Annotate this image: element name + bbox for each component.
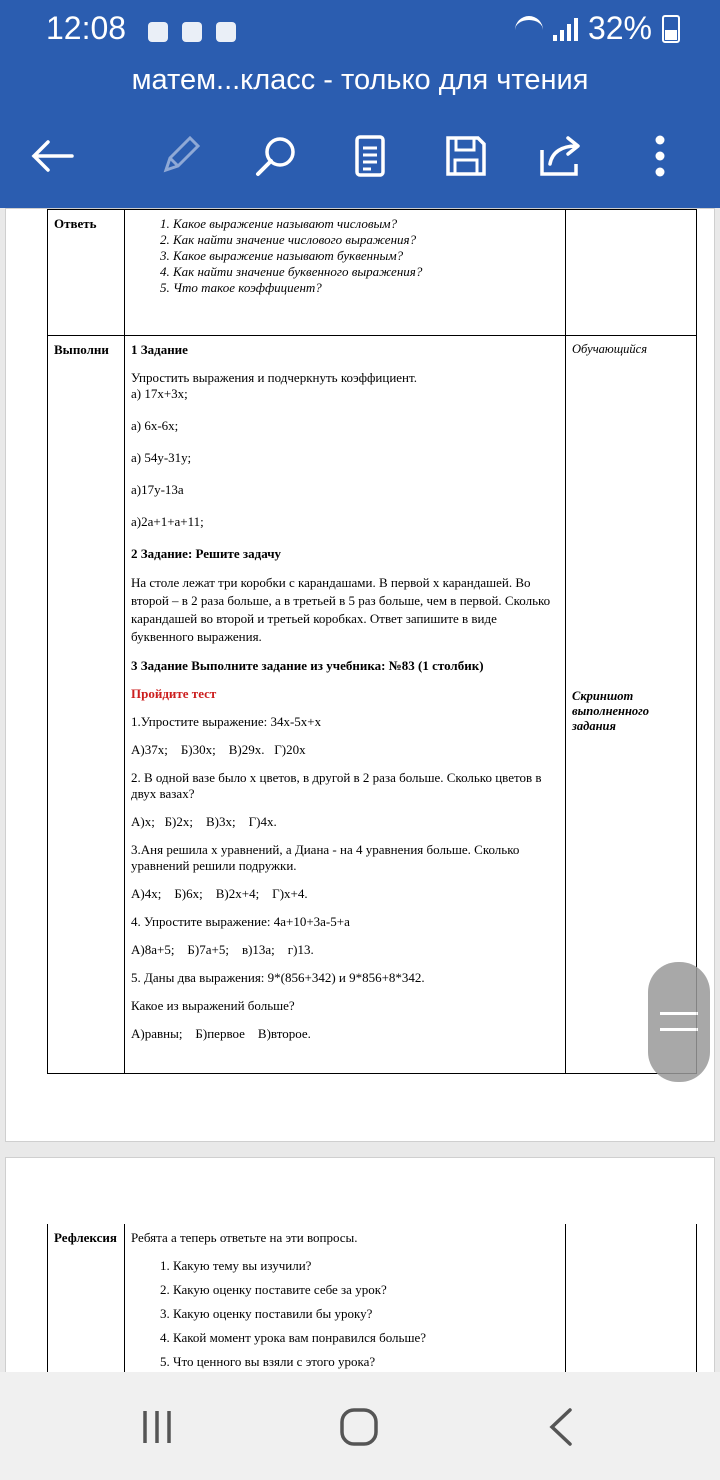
status-time: 12:08 bbox=[46, 10, 127, 46]
wifi-icon bbox=[515, 16, 543, 42]
calendar-icon bbox=[216, 22, 236, 42]
test-line: А)8а+5; Б)7а+5; в)13а; г)13. bbox=[131, 942, 314, 957]
signal-icon bbox=[553, 17, 578, 41]
task1-title: 1 Задание bbox=[131, 342, 188, 357]
test-line: 4. Упростите выражение: 4а+10+3а-5+а bbox=[131, 914, 350, 929]
question-item: 2. Как найти значение числового выражения? bbox=[173, 232, 559, 248]
task2-title: 2 Задание: Решите задачу bbox=[131, 546, 282, 561]
reflection-cell bbox=[125, 1224, 566, 1385]
reflection-table bbox=[47, 1224, 697, 1385]
question-item: 3. Какое выражение называют буквенным? bbox=[173, 248, 559, 264]
reflection-question: 1. Какую тему вы изучили? bbox=[173, 1258, 559, 1274]
document-title: матем...класс - только для чтения bbox=[131, 64, 589, 96]
app-bar bbox=[0, 0, 720, 208]
empty-cell bbox=[566, 210, 697, 336]
status-right bbox=[515, 10, 680, 47]
row-label: Рефлексия bbox=[48, 1224, 125, 1385]
screenshot-label: Скриншот выполненного задания bbox=[572, 689, 650, 733]
task1-item: а) 17х+3х; bbox=[131, 386, 188, 401]
battery-icon bbox=[662, 15, 680, 43]
answer-questions-cell bbox=[125, 210, 566, 336]
shield-icon bbox=[182, 22, 202, 42]
save-icon[interactable] bbox=[438, 128, 494, 184]
test-line: 5. Даны два выражения: 9*(856+342) и 9*856+8*342. bbox=[131, 970, 425, 985]
home-icon[interactable] bbox=[334, 1402, 384, 1452]
task1-text: Упростить выражения и подчеркнуть коэффициент. bbox=[131, 370, 417, 385]
task3-title: 3 Задание Выполните задание из учебника: №83 (1 столбик) bbox=[131, 658, 484, 673]
status-bar bbox=[46, 10, 680, 50]
notification-icons bbox=[148, 22, 236, 42]
scroll-handle[interactable] bbox=[648, 962, 710, 1082]
tasks-cell bbox=[125, 336, 566, 1074]
reflection-question: 5. Что ценного вы взяли с этого урока? bbox=[173, 1354, 559, 1370]
bag-icon bbox=[148, 22, 168, 42]
row-reflection bbox=[48, 1224, 697, 1385]
test-line: А)равны; Б)первое В)второе. bbox=[131, 1026, 311, 1041]
task2-text: На столе лежат три коробки с карандашами. В первой x карандашей. Во второй – в 2 раза больше, а в третьей в 5 раз больше, чем в первой. Сколько карандашей во второй и третьей коробках. Ответ запишите в виде буквенного выражения. bbox=[131, 575, 551, 644]
reflection-question: 3. Какую оценку поставили бы уроку? bbox=[173, 1306, 559, 1322]
test-line: А)4х; Б)6х; В)2х+4; Г)х+4. bbox=[131, 886, 308, 901]
test-line: Какое из выражений больше? bbox=[131, 998, 295, 1013]
reflection-question: 4. Какой момент урока вам понравился больше? bbox=[173, 1330, 559, 1346]
search-icon[interactable] bbox=[248, 128, 304, 184]
back-arrow-icon[interactable] bbox=[24, 128, 80, 184]
question-item: 1. Какое выражение называют числовым? bbox=[173, 216, 559, 232]
row-label: Выполни bbox=[48, 336, 125, 1074]
task1-item: а)2а+1+а+11; bbox=[131, 514, 204, 529]
task1-item: а) 6х-6х; bbox=[131, 418, 179, 433]
empty-cell bbox=[566, 1224, 697, 1385]
test-title: Пройдите тест bbox=[131, 686, 217, 701]
test-line: 1.Упростите выражение: 34х-5х+х bbox=[131, 714, 322, 729]
row-do bbox=[48, 336, 697, 1074]
reflection-intro: Ребята а теперь ответьте на эти вопросы. bbox=[131, 1230, 358, 1245]
more-icon[interactable] bbox=[632, 128, 688, 184]
document-page[interactable] bbox=[5, 1157, 715, 1399]
lesson-table bbox=[47, 209, 697, 1074]
row-label: Ответь bbox=[48, 210, 125, 336]
share-icon[interactable] bbox=[534, 128, 590, 184]
recent-apps-icon[interactable] bbox=[132, 1402, 182, 1452]
question-item: 5. Что такое коэффициент? bbox=[173, 280, 559, 296]
reflection-question: 2. Какую оценку поставите себе за урок? bbox=[173, 1282, 559, 1298]
test-line: 2. В одной вазе было х цветов, в другой в 2 раза больше. Сколько цветов в двух вазах? bbox=[131, 770, 542, 801]
toolbar bbox=[0, 128, 720, 184]
reading-view-icon[interactable] bbox=[342, 128, 398, 184]
battery-percent: 32% bbox=[587, 10, 652, 46]
task1-item: а)17у-13а bbox=[131, 482, 184, 497]
test-line: А)37х; Б)30х; В)29х. Г)20х bbox=[131, 742, 306, 757]
task1-item: а) 54у-31у; bbox=[131, 450, 192, 465]
row-answer bbox=[48, 210, 697, 336]
learner-label: Обучающийся bbox=[572, 342, 648, 356]
document-page[interactable] bbox=[5, 208, 715, 1142]
test-line: 3.Аня решила х уравнений, а Диана - на 4 уравнения больше. Сколько уравнений решили подружки. bbox=[131, 842, 520, 873]
back-icon[interactable] bbox=[536, 1402, 586, 1452]
pencil-icon[interactable] bbox=[152, 128, 208, 184]
test-line: А)х; Б)2х; В)3х; Г)4х. bbox=[131, 814, 277, 829]
system-nav-bar bbox=[0, 1372, 720, 1480]
question-item: 4. Как найти значение буквенного выражения? bbox=[173, 264, 559, 280]
